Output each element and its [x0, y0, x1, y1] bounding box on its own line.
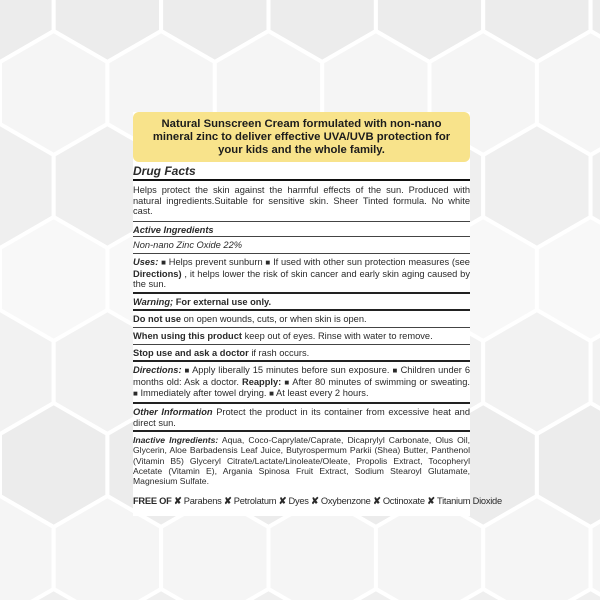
- when-using-section: [133, 328, 470, 345]
- other-info-label: Other Information: [133, 406, 213, 417]
- drug-facts-title: Drug Facts: [133, 164, 470, 181]
- cross-icon: ✘: [278, 496, 289, 507]
- bullet-square-icon: ■: [184, 366, 190, 376]
- bullet-square-icon: ■: [284, 377, 290, 387]
- directions-text-2: Children under 6 months old: Ask a doctor.: [133, 365, 470, 387]
- free-of-line: [133, 496, 502, 507]
- uses-label: Uses:: [133, 256, 159, 267]
- free-of-item: Octinoxate: [382, 496, 425, 507]
- cross-icon: ✘: [311, 496, 321, 507]
- bullet-square-icon: ■: [161, 257, 167, 267]
- warning-text: For external use only.: [175, 296, 272, 307]
- free-of-item: Oxybenzone: [320, 496, 371, 507]
- directions-text-1: Apply liberally 15 minutes before sun exposure.: [192, 365, 393, 376]
- other-info-section: [133, 404, 470, 432]
- free-of-item: Parabens: [183, 496, 222, 507]
- directions-label: Directions:: [133, 365, 182, 376]
- bullet-square-icon: ■: [269, 389, 274, 399]
- bullet-square-icon: ■: [392, 366, 398, 376]
- banner-text: Natural Sunscreen Cream formulated with non-nano mineral zinc to deliver effective UVA/UVB protection for your kids and the whole family.: [152, 117, 451, 156]
- uses-text-1: Helps prevent sunburn: [168, 256, 266, 267]
- active-ingredients-section: [133, 222, 470, 237]
- directions-section: [133, 362, 470, 404]
- cross-icon: ✘: [372, 496, 383, 507]
- directions-text-3: After 80 minutes of swimming or sweating.: [292, 376, 470, 387]
- bullet-square-icon: ■: [133, 389, 138, 399]
- directions-text-4: Immediately after towel drying.: [140, 388, 270, 399]
- reapply-label: Reapply:: [242, 376, 282, 387]
- uses-directions-ref: Directions): [133, 268, 182, 279]
- free-of-item: Petrolatum: [233, 496, 277, 507]
- cross-icon: ✘: [223, 496, 234, 507]
- other-info-text: Protect the product in its container from excessive heat and direct sun.: [133, 406, 470, 428]
- active-ingredient-value: Non-nano Zinc Oxide 22%: [133, 236, 470, 254]
- bullet-square-icon: ■: [265, 257, 271, 267]
- intro-text: Helps protect the skin against the harmful effects of the sun. Produced with natural ingredients.Suitable for sensitive skin. Sheer Tinted formula. No white cast.: [133, 181, 470, 222]
- product-banner: [133, 112, 470, 162]
- free-of-item: Titanium Dioxide: [436, 496, 502, 507]
- inactive-ingredients-label: Inactive Ingredients:: [133, 435, 219, 446]
- cross-icon: ✘: [173, 496, 184, 507]
- do-not-use-label: Do not use: [133, 314, 182, 325]
- stop-use-section: [133, 345, 470, 363]
- uses-text-3: , it helps lower the risk of skin cancer and early skin aging caused by the sun.: [133, 268, 470, 290]
- cross-icon: ✘: [427, 496, 437, 507]
- stop-use-text: if rash occurs.: [251, 347, 310, 358]
- stop-use-label: Stop use and ask a doctor: [133, 347, 249, 358]
- free-of-label: FREE OF: [133, 496, 172, 507]
- warning-label: Warning;: [133, 296, 174, 307]
- do-not-use-section: [133, 311, 470, 328]
- inactive-ingredients-text: Aqua, Coco-Caprylate/Caprate, Dicaprylyl Carbonate, Olus Oil, Glycerin, Aloe Barbadensis Leaf Juice, Butyrospermum Parkii (Shea) Butter, Panthenol (Vitamin B5) Glyceryl Citrate/Lactate/Linoleate/Oleate, Propolis Extract, Tocopheryl Acetate (Vitamin E), Argania Spinosa Fruit Extract, Sodium Stearoyl Glutamate, Magnesium Sulfate.: [133, 435, 470, 486]
- drug-facts-panel: [133, 164, 502, 507]
- warning-section: [133, 294, 470, 312]
- directions-text-5: At least every 2 hours.: [276, 388, 369, 399]
- when-using-text: keep out of eyes. Rinse with water to remove.: [244, 330, 433, 341]
- inactive-ingredients-section: [133, 432, 470, 488]
- free-of-item: Dyes: [288, 496, 309, 507]
- uses-text-2: If used with other sun protection measures (see: [273, 256, 470, 267]
- when-using-label: When using this product: [133, 330, 242, 341]
- uses-section: [133, 254, 470, 294]
- do-not-use-text: on open wounds, cuts, or when skin is open.: [183, 314, 367, 325]
- active-ingredients-heading: Active Ingredients: [133, 224, 214, 235]
